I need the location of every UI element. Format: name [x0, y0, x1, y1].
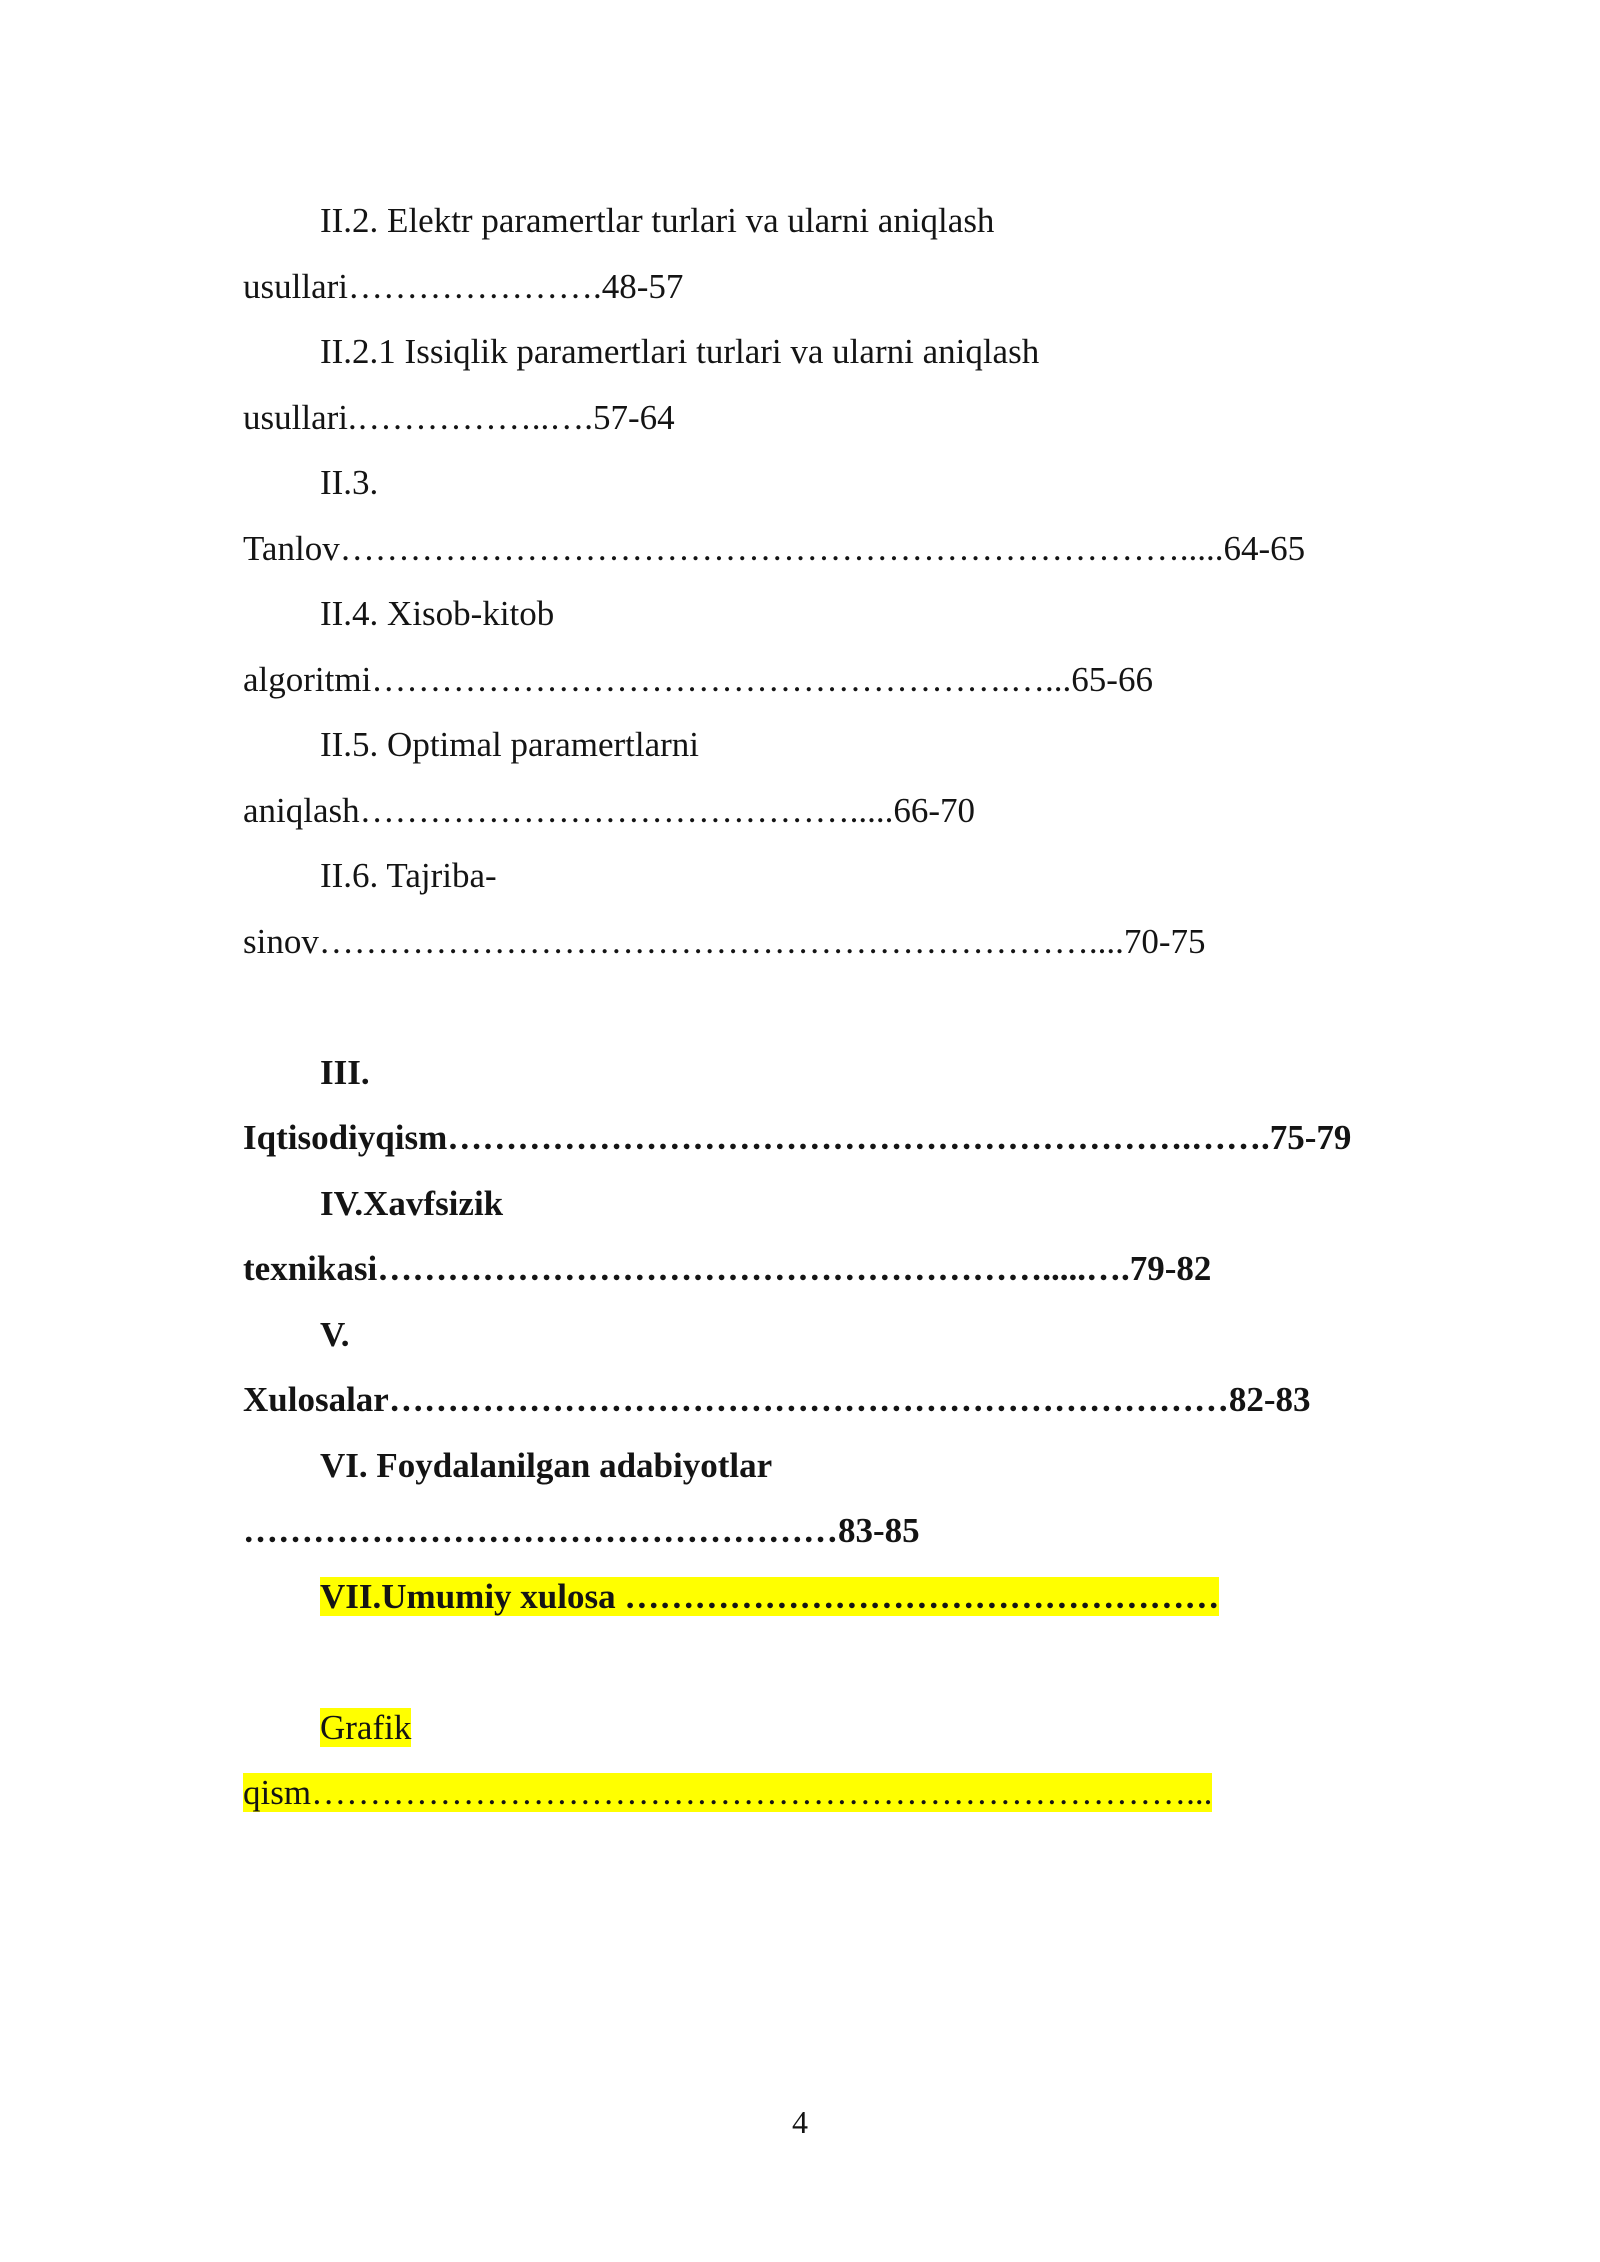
toc-text: IV.Xavfsizik	[320, 1183, 504, 1223]
toc-entry-v-title	[243, 1302, 1443, 1368]
page-number: 4	[792, 2104, 808, 2140]
toc-text: II.4. Xisob-kitob	[320, 594, 555, 633]
table-of-contents	[243, 188, 1443, 1826]
highlighted-text: Grafik	[320, 1707, 412, 1747]
toc-entry-ii-2-pages	[243, 254, 1443, 320]
toc-entry-ii-4-pages	[243, 647, 1443, 713]
toc-entry-ii-6-pages	[243, 909, 1443, 975]
toc-entry-grafik-title	[243, 1695, 1443, 1761]
highlighted-text: VII.Umumiy xulosa ……………………………………………	[320, 1576, 1220, 1616]
toc-text: III.	[320, 1052, 370, 1092]
toc-text: usullari………………….48-57	[243, 266, 684, 306]
toc-entry-ii-2-1-pages	[243, 385, 1443, 451]
toc-entry-v-pages	[243, 1367, 1443, 1433]
toc-entry-grafik-pages	[243, 1760, 1443, 1826]
toc-entry-vi-title	[243, 1433, 1443, 1499]
toc-text: ……………………………………………83-85	[243, 1511, 920, 1550]
toc-entry-iii-pages	[243, 1105, 1443, 1171]
toc-text: aniqlash…………………………………….....66-70	[243, 790, 976, 830]
toc-entry-vi-pages	[243, 1498, 1443, 1564]
toc-entry-ii-5-title	[243, 712, 1443, 778]
toc-entry-ii-2-1-title	[243, 319, 1443, 385]
toc-entry-iii-title	[243, 1040, 1443, 1106]
toc-entry-iv-pages	[243, 1236, 1443, 1302]
toc-spacer	[243, 974, 1443, 1040]
toc-entry-vii	[243, 1564, 1443, 1630]
toc-text: Xulosalar………………………………………………………………82-83	[243, 1380, 1311, 1419]
toc-entry-ii-3-pages	[243, 516, 1443, 582]
toc-entry-ii-2-title	[243, 188, 1443, 254]
toc-text: sinov…………………………………………………………....70-75	[243, 921, 1206, 961]
toc-text: II.2. Elektr paramertlar turlari va ularni aniqlash	[320, 201, 995, 240]
toc-text: II.3.	[320, 463, 379, 502]
toc-text: II.2.1 Issiqlik paramertlari turlari va ularni aniqlash	[320, 332, 1040, 371]
toc-text: II.6. Tajriba-	[320, 856, 497, 895]
toc-entry-iv-title	[243, 1171, 1443, 1237]
highlighted-text: qism…………………………………………………………………...	[243, 1773, 1213, 1812]
toc-text: II.5. Optimal paramertlarni	[320, 725, 700, 764]
toc-text: texnikasi………………………………………………….....….79-82	[243, 1249, 1212, 1288]
toc-text: Iqtisodiyqism……………………………………………………….…….75-79	[243, 1118, 1352, 1157]
toc-text: V.	[320, 1314, 350, 1354]
toc-spacer	[243, 1629, 1443, 1695]
toc-entry-ii-5-pages	[243, 778, 1443, 844]
toc-text: Tanlov……………………………………………………………….....64-65	[243, 528, 1306, 568]
toc-text: algoritmi……………………………………………….…...65-66	[243, 659, 1153, 699]
toc-text: usullari.……………..….57-64	[243, 397, 675, 437]
toc-text: VI. Foydalanilgan adabiyotlar	[320, 1445, 773, 1485]
toc-entry-ii-6-title	[243, 843, 1443, 909]
toc-entry-ii-4-title	[243, 581, 1443, 647]
toc-entry-ii-3-title	[243, 450, 1443, 516]
